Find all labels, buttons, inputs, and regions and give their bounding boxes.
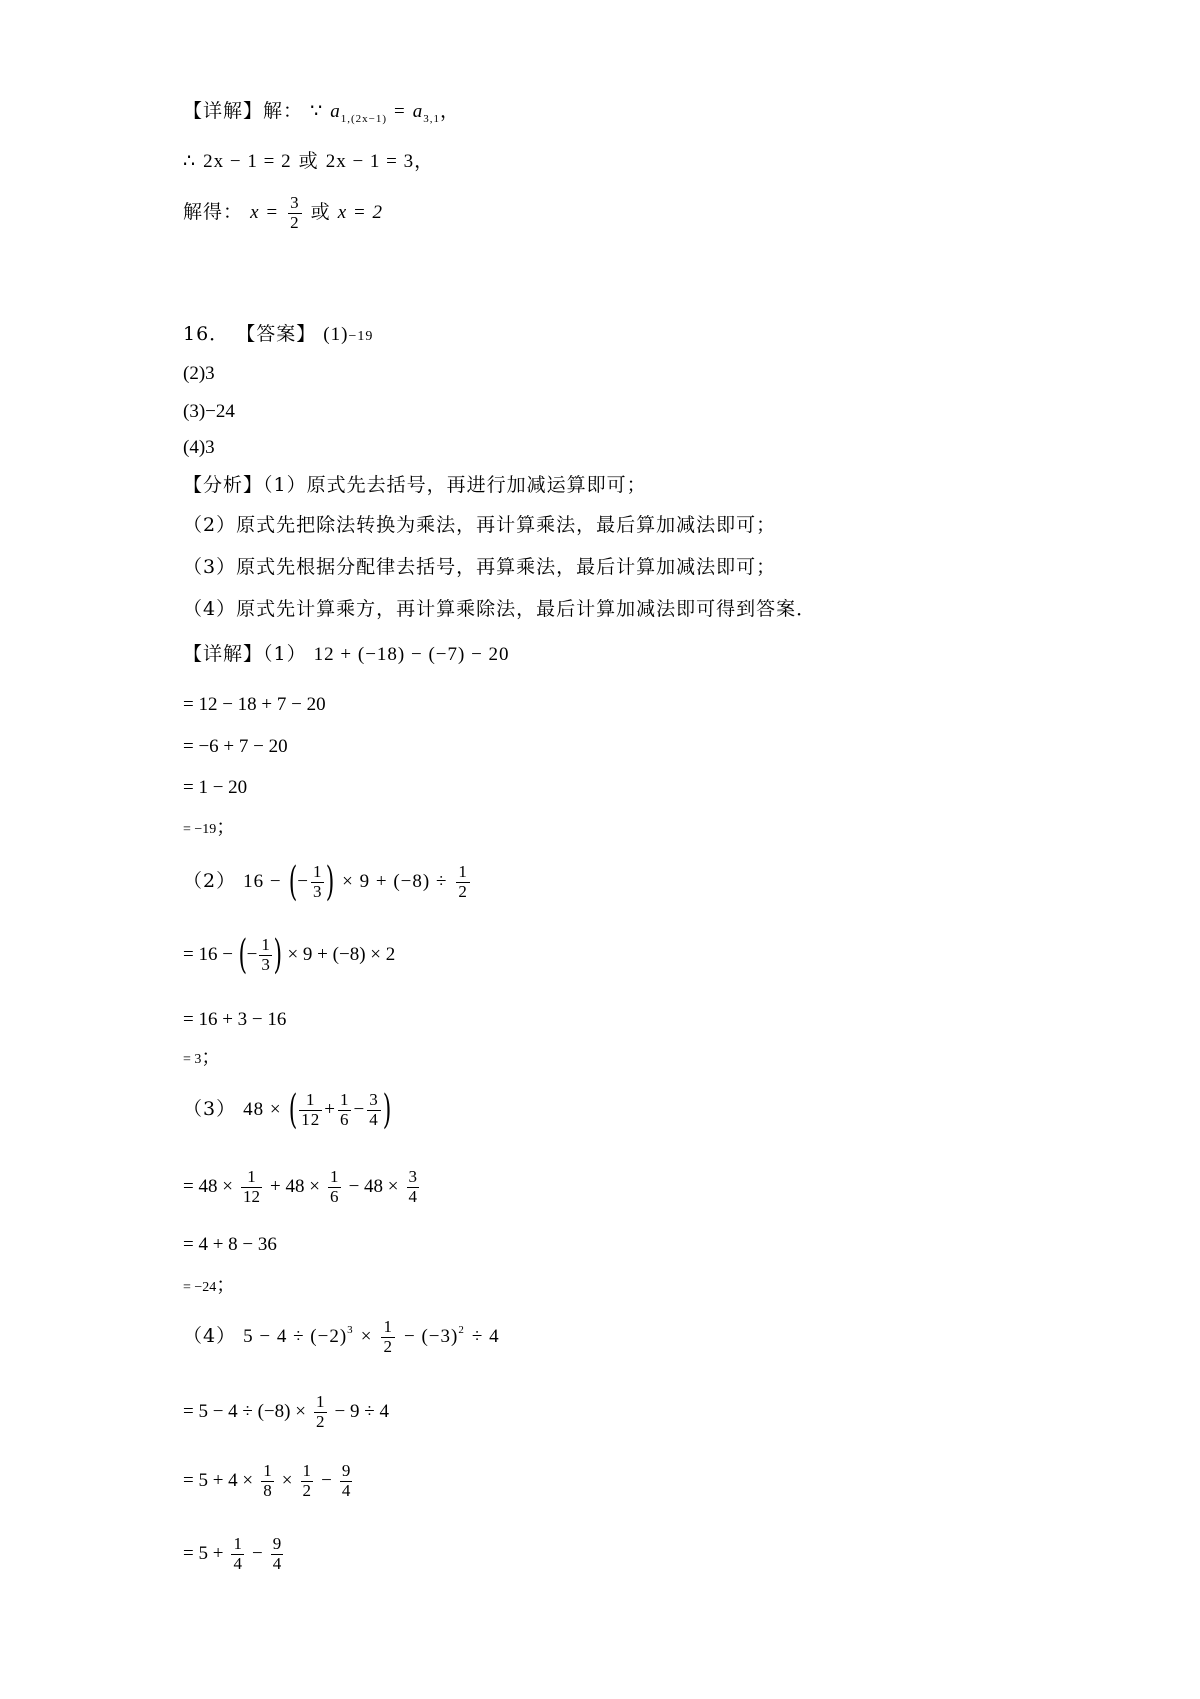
numerator: 3 xyxy=(369,1089,379,1109)
a-symbol: a xyxy=(330,101,341,122)
fraction-1-3 xyxy=(259,936,272,974)
denominator: 4 xyxy=(233,1553,242,1573)
or-word: 或 xyxy=(310,201,331,224)
solve-label: 解得： xyxy=(183,201,244,224)
p4-term-c: ÷ 4 xyxy=(471,1326,500,1348)
p4-s3-a: = 5 + xyxy=(183,1543,224,1565)
denominator: 8 xyxy=(263,1480,272,1500)
denominator: 2 xyxy=(302,1480,312,1500)
denominator: 2 xyxy=(290,212,300,232)
numerator: 1 xyxy=(312,861,323,881)
fraction-1-12 xyxy=(241,1168,262,1206)
analysis-line-3: （3）原式先根据分配律去括号，再算乘法，最后计算加减法即可； xyxy=(183,556,777,578)
comma: ， xyxy=(440,100,461,122)
denominator: 4 xyxy=(369,1109,379,1129)
right-paren: ) xyxy=(382,1087,392,1133)
p1-step-4 xyxy=(183,818,235,837)
p2-expression-line xyxy=(183,859,472,905)
semicolon: ； xyxy=(201,1046,221,1068)
denominator: 4 xyxy=(341,1480,351,1500)
detail-label: 【详解】解： xyxy=(183,100,304,122)
x-equals-2: x = 2 xyxy=(337,202,383,224)
s15-line2 xyxy=(183,152,434,171)
fraction-1-3 xyxy=(311,863,325,901)
numerator: 9 xyxy=(272,1534,282,1553)
p3-step-1 xyxy=(183,1168,421,1206)
p2-s1-a: = 16 − xyxy=(183,944,233,965)
because-symbol: ∵ xyxy=(310,101,324,122)
numerator: 1 xyxy=(261,934,270,954)
denominator: 6 xyxy=(330,1186,339,1206)
left-paren: ( xyxy=(288,1087,298,1133)
left-paren: ( xyxy=(288,859,298,905)
denominator: 2 xyxy=(316,1411,325,1431)
numerator: 1 xyxy=(383,1317,393,1336)
numerator: 3 xyxy=(408,1167,418,1186)
p4-term-b: − (−3) xyxy=(404,1326,459,1348)
part-3-label: （3） xyxy=(183,1098,237,1120)
part-1-expression: 12 + (−18) − (−7) − 20 xyxy=(313,644,510,665)
answer-label: 【答案】 xyxy=(236,323,317,345)
fraction-1-6 xyxy=(328,1168,341,1206)
denominator: 4 xyxy=(272,1553,282,1573)
numerator: 9 xyxy=(341,1461,351,1480)
comma: ， xyxy=(414,150,435,172)
fraction-1-2 xyxy=(301,1462,314,1500)
fraction-1-2 xyxy=(456,863,470,901)
numerator: 1 xyxy=(233,1534,242,1553)
denominator: 3 xyxy=(261,954,270,974)
neg-sign: − xyxy=(297,871,309,892)
subscript-1: 1,(2x−1) xyxy=(340,113,387,125)
analysis-line-4: （4）原式先计算乘方，再计算乘除法，最后计算加减法即可得到答案． xyxy=(183,598,817,620)
p2-term-b: × 9 + (−8) ÷ xyxy=(342,871,448,892)
denominator: 12 xyxy=(301,1109,321,1129)
p3-s1-a: = 48 × xyxy=(183,1176,233,1198)
fraction-1-12 xyxy=(299,1091,322,1129)
p2-step-2: = 16 + 3 − 16 xyxy=(183,1009,287,1030)
detail-line-1 xyxy=(183,645,510,664)
p1-result: = −19 xyxy=(183,822,217,837)
fraction-3-4 xyxy=(367,1091,381,1129)
semicolon: ； xyxy=(216,816,236,838)
right-paren: ) xyxy=(273,932,282,978)
p4-s1-a: = 5 − 4 ÷ (−8) × xyxy=(183,1401,306,1423)
p3-result: = −24 xyxy=(183,1280,217,1295)
fraction-3-4 xyxy=(407,1168,420,1206)
answer-2: (2)3 xyxy=(183,363,215,384)
therefore-symbol: ∴ xyxy=(183,151,197,172)
or-word: 或 xyxy=(298,150,319,172)
denominator: 2 xyxy=(458,881,468,901)
fraction-1-2 xyxy=(381,1318,395,1356)
part-4-label: （4） xyxy=(183,1325,237,1348)
numerator: 1 xyxy=(458,861,468,881)
p3-step-2: = 4 + 8 − 36 xyxy=(183,1234,277,1255)
p1-step-3: = 1 − 20 xyxy=(183,777,248,798)
p4-step-1 xyxy=(183,1393,389,1431)
part-2-label: （2） xyxy=(183,870,237,892)
exponent-2: 2 xyxy=(458,1324,465,1337)
analysis-line-1 xyxy=(183,476,647,495)
equation-right: 2x − 1 = 3 xyxy=(325,151,415,172)
s15-line3 xyxy=(183,194,383,232)
p3-s1-b: + 48 × xyxy=(270,1176,320,1198)
answer-1-label: (1) xyxy=(323,324,349,345)
semicolon: ； xyxy=(216,1274,236,1296)
p2-term-a: 16 − xyxy=(243,871,282,892)
equals: = xyxy=(394,101,406,122)
exponent-3: 3 xyxy=(347,1324,354,1337)
p3-s1-c: − 48 × xyxy=(348,1176,399,1198)
fraction-9-4 xyxy=(271,1535,284,1573)
answer-1-value: −19 xyxy=(348,329,374,344)
p2-step-3 xyxy=(183,1048,220,1067)
x-equals: x = xyxy=(250,202,280,224)
numerator: 1 xyxy=(263,1461,272,1480)
numerator: 1 xyxy=(299,1091,322,1111)
numerator: 1 xyxy=(316,1392,325,1411)
left-paren: ( xyxy=(238,932,248,978)
numerator: 1 xyxy=(330,1167,339,1186)
fraction-1-8 xyxy=(261,1462,274,1500)
denominator: 4 xyxy=(408,1186,418,1206)
numerator: 1 xyxy=(241,1168,262,1188)
fraction-1-4 xyxy=(231,1535,244,1573)
analysis-text-1: （1）原式先去括号，再进行加减运算即可； xyxy=(263,474,647,496)
s16-answer-line xyxy=(183,325,373,344)
p3-term-a: 48 × xyxy=(243,1099,282,1120)
times: × xyxy=(360,1326,373,1348)
p3-step-3 xyxy=(183,1276,235,1295)
s15-line1 xyxy=(183,102,460,125)
p2-s1-b: × 9 + (−8) × 2 xyxy=(287,944,396,965)
p1-step-2: = −6 + 7 − 20 xyxy=(183,736,288,757)
p4-term-a: 5 − 4 ÷ (−2) xyxy=(243,1326,348,1348)
right-paren: ) xyxy=(326,859,336,905)
a-symbol-2: a xyxy=(412,101,424,122)
p4-step-2 xyxy=(183,1462,354,1500)
detail-label: 【详解】 xyxy=(183,643,264,665)
fraction-1-2 xyxy=(314,1393,327,1431)
denominator: 6 xyxy=(339,1109,350,1129)
p4-s2-a: = 5 + 4 × xyxy=(183,1470,254,1492)
subscript-2: 3,1 xyxy=(423,113,441,125)
p1-step-1: = 12 − 18 + 7 − 20 xyxy=(183,694,326,715)
plus: + xyxy=(324,1099,336,1120)
p4-step-3 xyxy=(183,1535,285,1573)
times: × xyxy=(281,1470,293,1492)
question-number: 16． xyxy=(183,323,230,345)
minus: − xyxy=(252,1543,263,1565)
denominator: 12 xyxy=(242,1186,260,1206)
equation-left: 2x − 1 = 2 xyxy=(203,151,292,172)
answer-3: (3)−24 xyxy=(183,401,235,422)
p2-result: = 3 xyxy=(183,1052,202,1067)
fraction-3-2 xyxy=(288,194,302,232)
fraction-9-4 xyxy=(340,1462,353,1500)
numerator: 1 xyxy=(339,1089,350,1109)
part-1-label: （1） xyxy=(263,643,307,665)
denominator: 3 xyxy=(312,881,323,901)
neg-sign: − xyxy=(246,944,258,965)
p4-expression-line xyxy=(183,1318,500,1356)
analysis-line-2: （2）原式先把除法转换为乘法，再计算乘法，最后算加减法即可； xyxy=(183,514,777,536)
minus: − xyxy=(321,1470,332,1492)
p2-step-1 xyxy=(183,932,396,978)
fraction-1-6 xyxy=(338,1091,352,1129)
numerator: 3 xyxy=(290,193,300,212)
answer-4: (4)3 xyxy=(183,437,215,458)
denominator: 2 xyxy=(383,1336,393,1356)
analysis-label: 【分析】 xyxy=(183,474,264,496)
p3-expression-line xyxy=(183,1087,392,1133)
minus: − xyxy=(353,1099,366,1120)
p4-s1-b: − 9 ÷ 4 xyxy=(334,1401,389,1423)
numerator: 1 xyxy=(302,1461,312,1480)
